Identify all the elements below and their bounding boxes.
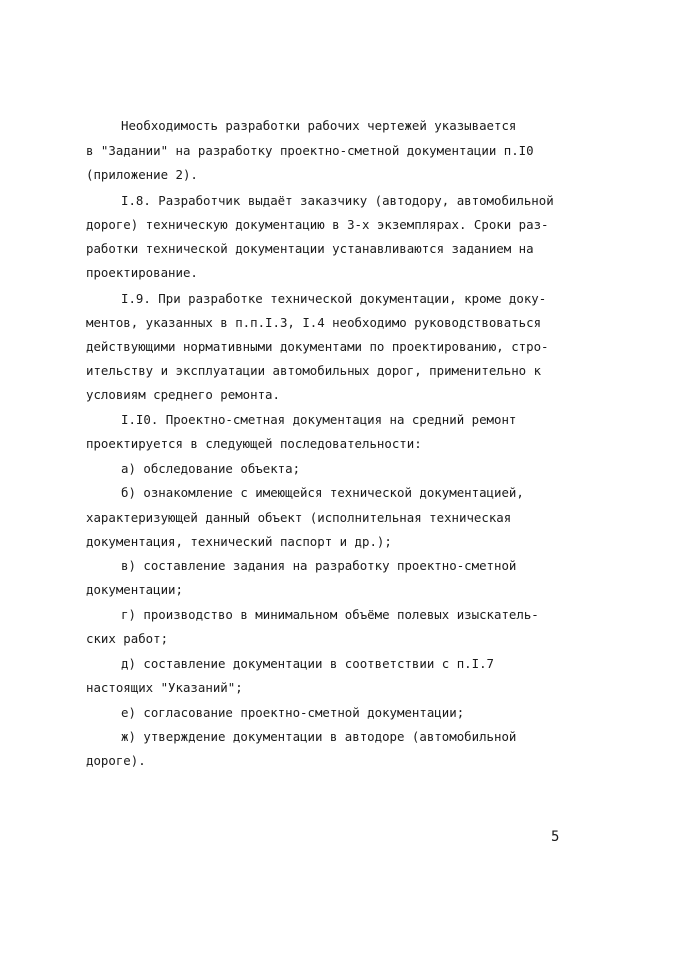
list-item: д) составление документации в соответствии с п.I.7	[121, 656, 494, 671]
text-line: дороге).	[86, 753, 146, 768]
list-item: ж) утверждение документации в автодоре (автомобильной	[121, 729, 517, 744]
text-line: действующими нормативными документами по проектированию, стро-	[86, 339, 549, 354]
text-line: документация, технический паспорт и др.);	[86, 534, 392, 549]
text-line: I.9. При разработке технической документации, кроме доку-	[121, 291, 547, 306]
text-line: характеризующей данный объект (исполнительная техническая	[86, 510, 512, 525]
text-line: дороге) техническую документацию в 3-х экземплярах. Сроки раз-	[86, 217, 549, 232]
text-line: проектирование.	[86, 265, 198, 280]
text-line: проектируется в следующей последовательности:	[86, 436, 422, 451]
text-line: настоящих "Указаний";	[86, 680, 243, 695]
text-line: в "Задании" на разработку проектно-сметной документации п.I0	[86, 143, 534, 158]
text-line: ительству и эксплуатации автомобильных дорог, применительно к	[86, 363, 542, 378]
text-line: работки технической документации устанавливаются заданием на	[86, 241, 534, 256]
text-line: I.8. Разработчик выдаёт заказчику (автодору, автомобильной	[121, 193, 554, 208]
text-line: I.I0. Проектно-сметная документация на средний ремонт	[121, 412, 517, 427]
list-item: в) составление задания на разработку проектно-сметной	[121, 558, 517, 573]
list-item: г) производство в минимальном объёме полевых изыскатель-	[121, 607, 539, 622]
text-line: Необходимость разработки рабочих чертежей указывается	[121, 118, 517, 133]
text-line: (приложение 2).	[86, 167, 198, 182]
text-line: документации;	[86, 582, 183, 597]
text-line: условиям среднего ремонта.	[86, 387, 280, 402]
list-item: е) согласование проектно-сметной документации;	[121, 705, 465, 720]
text-line: ских работ;	[86, 631, 169, 646]
list-item: а) обследование объекта;	[121, 461, 301, 476]
text-line: ментов, указанных в п.п.I.3, I.4 необходимо руководствоваться	[86, 315, 542, 330]
list-item: б) ознакомление с имеющейся технической документацией,	[121, 485, 524, 500]
page-number: 5	[551, 829, 560, 845]
